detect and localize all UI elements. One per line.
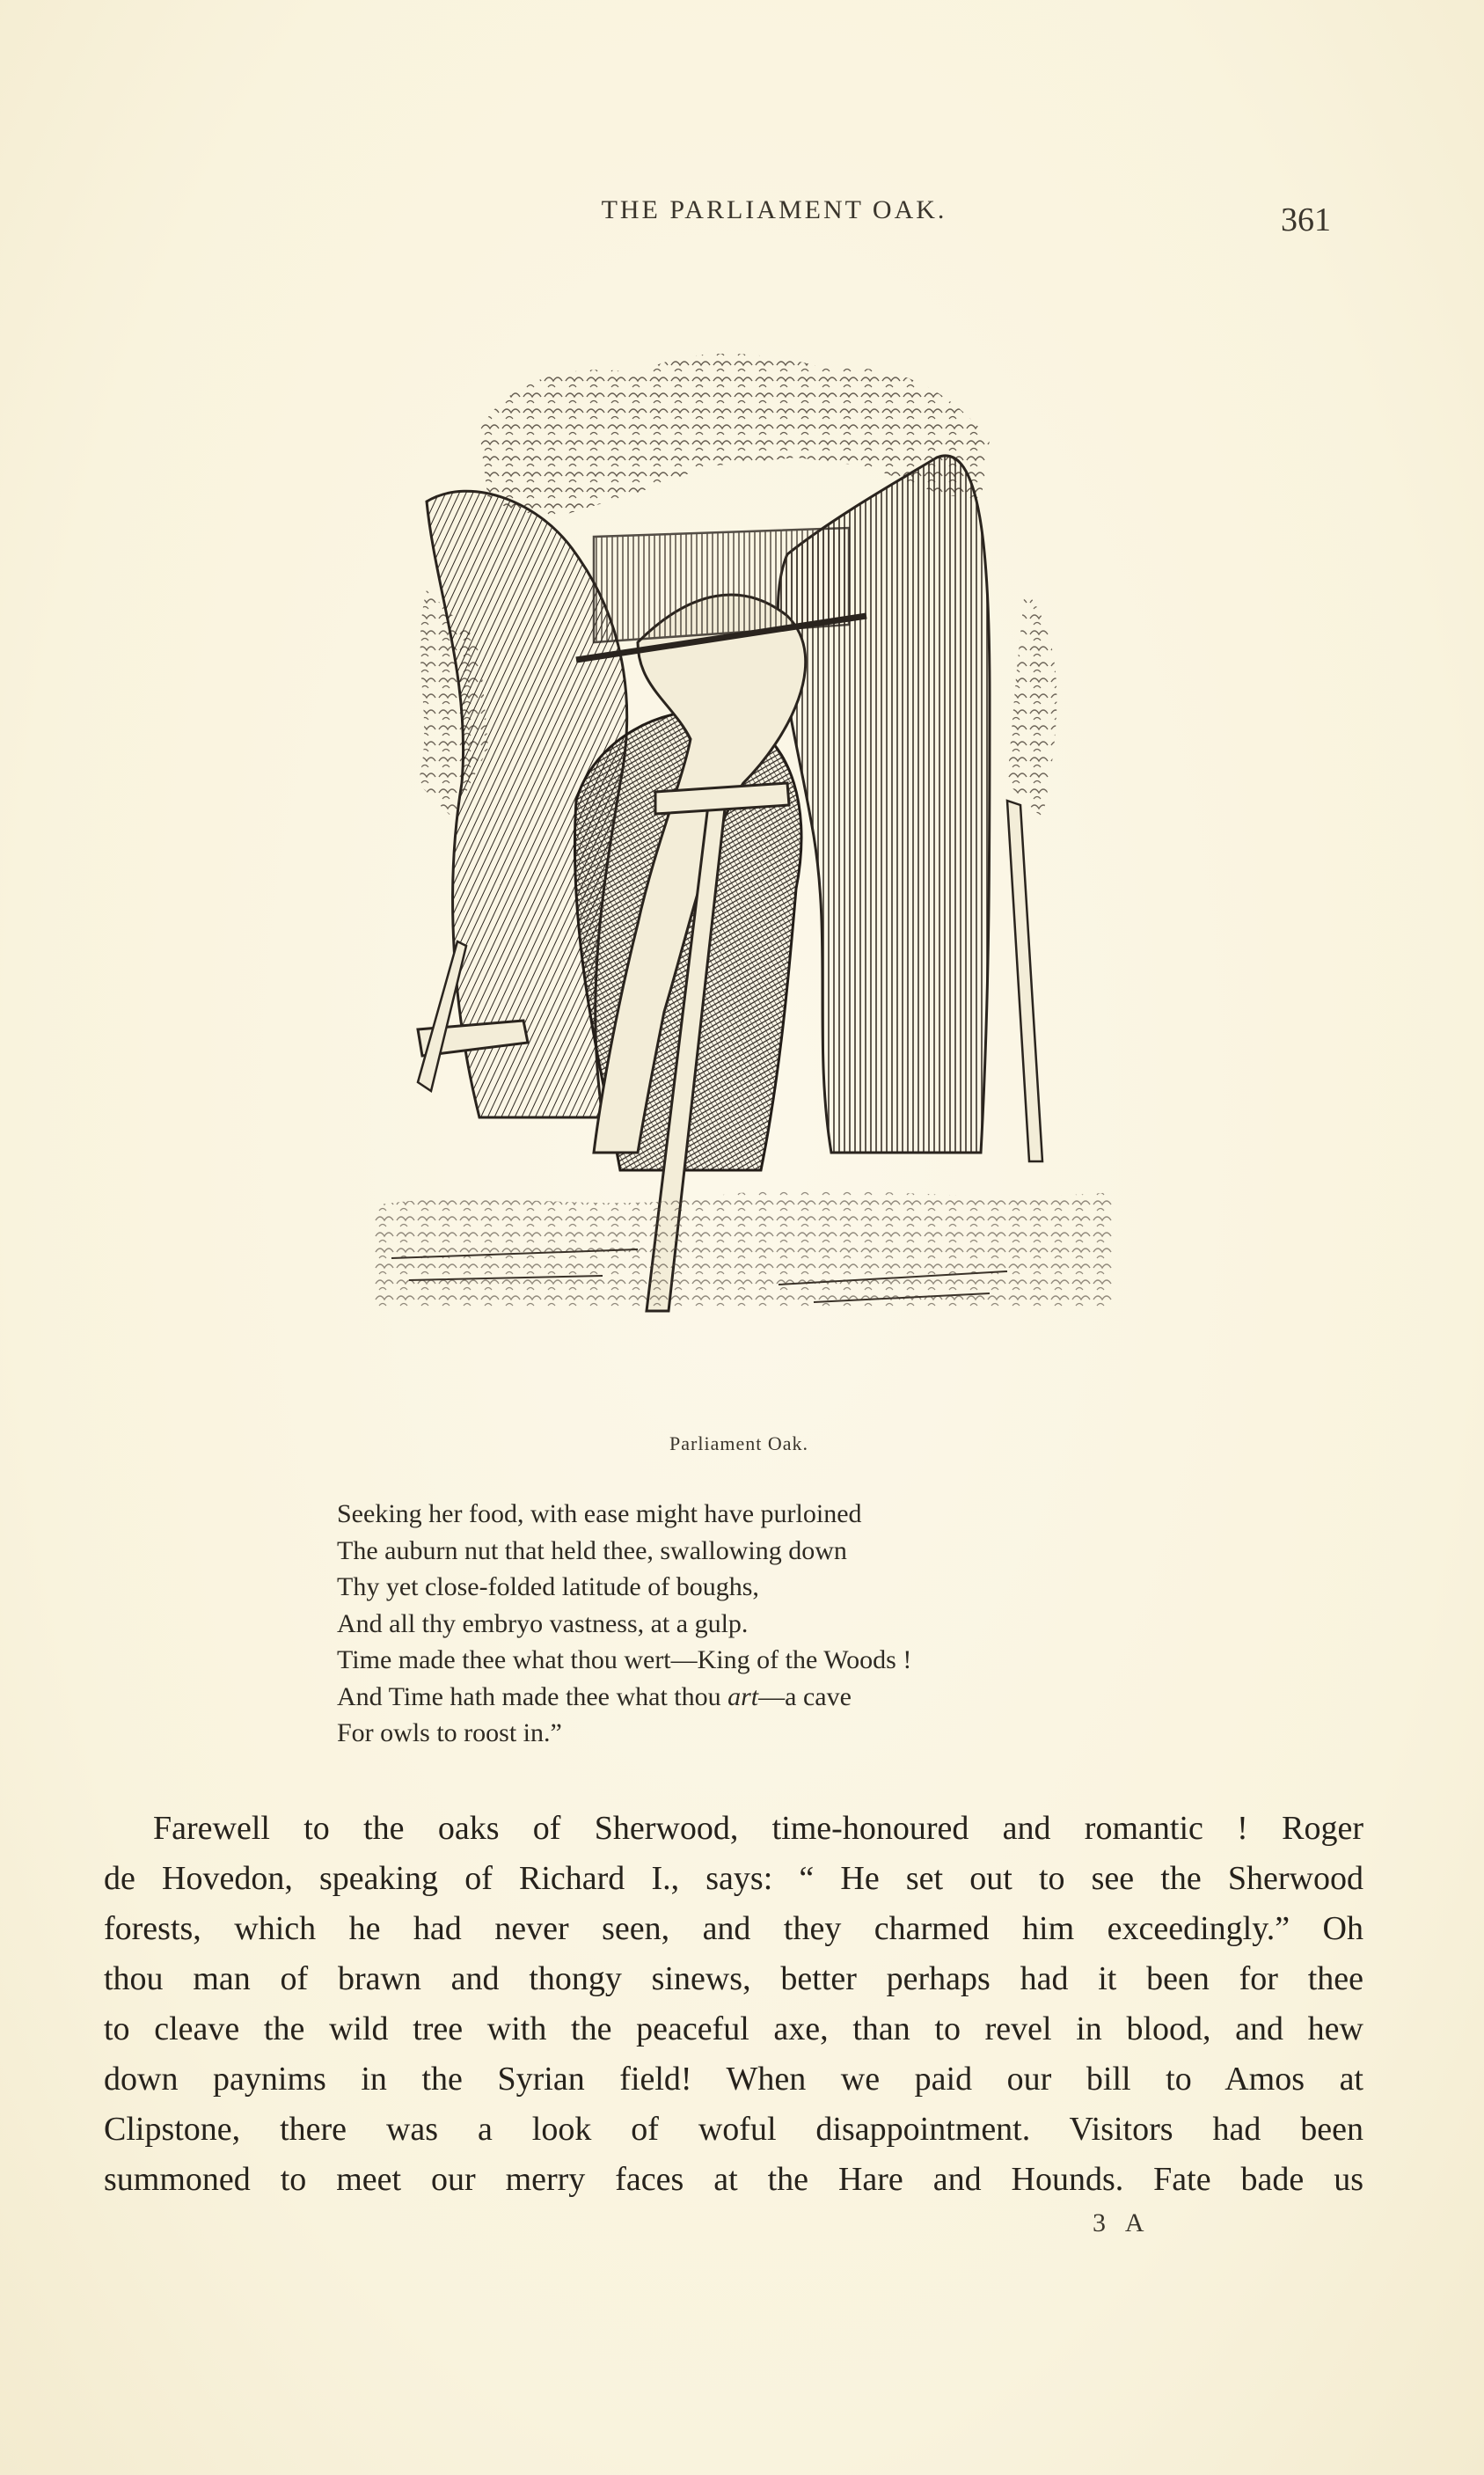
- verse-line: And all thy embryo vastness, at a gulp.: [337, 1608, 749, 1638]
- prose-line: de Hovedon, speaking of Richard I., says: “ He set out to see the Sherwood: [104, 1860, 1363, 1897]
- ground: [374, 1190, 1113, 1311]
- prose-line: thou man of brawn and thongy sinews, better perhaps had it been for thee: [104, 1960, 1363, 1997]
- prose-line: down paynims in the Syrian field! When we paid our bill to Amos at: [104, 2061, 1363, 2098]
- verse-line: Thy yet close-folded latitude of boughs,: [337, 1572, 759, 1601]
- prose-line: to cleave the wild tree with the peaceful axe, than to revel in blood, and hew: [104, 2010, 1363, 2047]
- verse-line: For owls to roost in.”: [337, 1718, 562, 1747]
- figure-caption: Parliament Oak.: [669, 1432, 808, 1454]
- prose-line: Clipstone, there was a look of woful disappointment. Visitors had been: [104, 2111, 1363, 2148]
- signature-mark: 3 A: [1093, 2208, 1151, 2237]
- verse-quotation: [337, 1496, 1217, 1752]
- prose-line: summoned to meet our merry faces at the Hare and Hounds. Fate bade us: [104, 2161, 1363, 2198]
- verse-line: The auburn nut that held thee, swallowing down: [337, 1535, 847, 1565]
- verse-line: Time made thee what thou wert—King of the Woods !: [337, 1645, 912, 1674]
- verse-line: [337, 1679, 1217, 1716]
- verse-line-start: And Time hath made thee what thou: [337, 1681, 721, 1711]
- verse-emphasis: art: [727, 1681, 759, 1711]
- prose-line: Farewell to the oaks of Sherwood, time-honoured and romantic ! Roger: [153, 1810, 1363, 1847]
- body-text: [104, 1804, 1363, 2205]
- running-head: THE PARLIAMENT OAK.: [601, 195, 947, 224]
- prose-line: forests, which he had never seen, and they charmed him exceedingly.” Oh: [104, 1910, 1363, 1947]
- verse-line: Seeking her food, with ease might have purloined: [337, 1499, 862, 1528]
- page-number: 361: [1281, 201, 1331, 238]
- engraving-parliament-oak: [374, 326, 1113, 1399]
- verse-line-end: —a cave: [758, 1681, 852, 1711]
